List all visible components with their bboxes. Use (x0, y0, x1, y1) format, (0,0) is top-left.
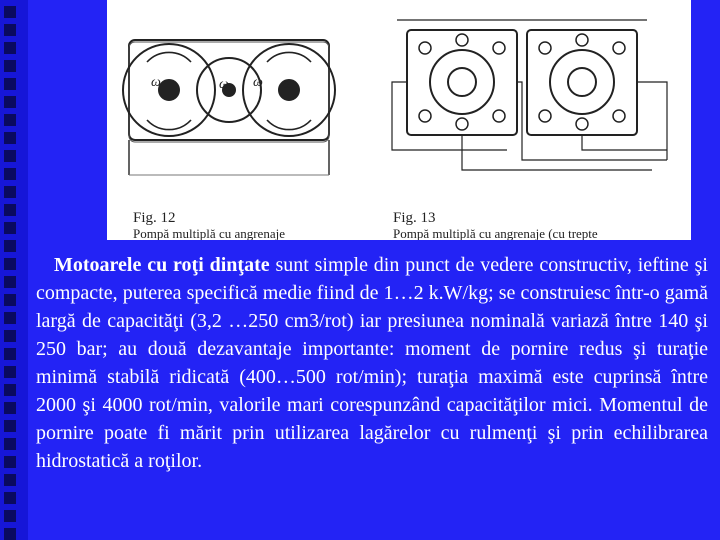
decorative-square (4, 186, 16, 198)
omega-label: ω (283, 77, 293, 92)
fig12-label: Fig. 12 (133, 210, 176, 226)
omega-label: ω (253, 75, 263, 90)
fig13-caption-line1: Pompă multiplă cu angrenaje (cu trepte (393, 226, 598, 240)
fig12-caption-line1: Pompă multiplă cu angrenaje (133, 226, 285, 240)
decorative-square (4, 402, 16, 414)
decorative-square (4, 330, 16, 342)
decorative-square (4, 276, 16, 288)
decorative-square (4, 492, 16, 504)
body-paragraph (36, 251, 708, 475)
omega-label: ω (219, 77, 229, 92)
decorative-square (4, 78, 16, 90)
decorative-square (4, 114, 16, 126)
decorative-square (4, 96, 16, 108)
decorative-square (4, 474, 16, 486)
decorative-square (4, 150, 16, 162)
fig13-caption (380, 195, 605, 240)
decorative-square (4, 132, 16, 144)
decorative-square (4, 384, 16, 396)
decorative-square (4, 456, 16, 468)
decorative-square (4, 42, 16, 54)
decorative-square (4, 312, 16, 324)
fig12-caption (120, 195, 313, 240)
decorative-square (4, 6, 16, 18)
decorative-square (4, 258, 16, 270)
pump-figure (107, 0, 691, 240)
decorative-square (4, 348, 16, 360)
decorative-square (4, 528, 16, 540)
decorative-square (4, 366, 16, 378)
fig12-drawing (123, 40, 335, 175)
fig13-label: Fig. 13 (393, 210, 436, 226)
omega-label: ω (151, 75, 161, 90)
paragraph-text: sunt simple din punct de vedere constructiv, ieftine şi compacte, puterea specifică medie fiind de 1…2 k.W/kg; se construiesc într-o gamă largă de capacităţi (3,2 …250 cm3/rot) iar presiunea nominală variază între 140 şi 250 bar; au două dezavantaje importante: moment de pornire redus şi turaţie minimă stabilă ridicată (400…500 rot/min); turaţia maximă este cuprinsă între 2000 şi 4000 rot/min, valorile mari corespunzând capacităţilor mici. Momentul de pornire poate fi mărit prin utilizarea lagărelor cu rulmenţi şi prin echilibrarea hidrostatică a roţilor. (36, 254, 708, 472)
decorative-square (4, 294, 16, 306)
decorative-square (4, 510, 16, 522)
decorative-square (4, 24, 16, 36)
fig13-gear-right (550, 50, 614, 114)
decorative-square (4, 168, 16, 180)
paragraph-lead: Motoarele cu roţi dinţate (54, 254, 270, 276)
decorative-side-strip (0, 0, 28, 540)
decorative-square (4, 240, 16, 252)
decorative-square (4, 204, 16, 216)
decorative-square (4, 420, 16, 432)
decorative-square (4, 60, 16, 72)
decorative-square (4, 222, 16, 234)
decorative-square (4, 438, 16, 450)
fig13-drawing (392, 20, 667, 170)
fig13-gear-left (430, 50, 494, 114)
